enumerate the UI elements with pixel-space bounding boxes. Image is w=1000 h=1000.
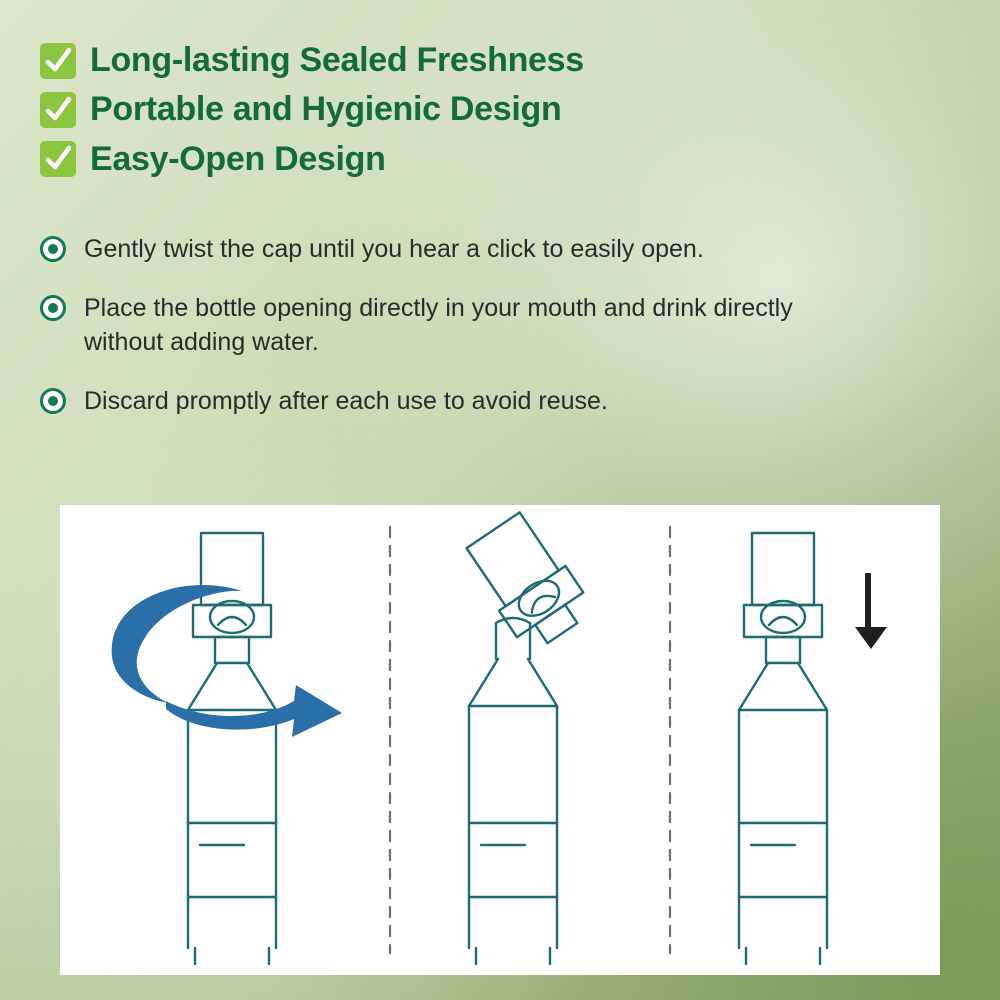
radio-dot-icon xyxy=(40,236,66,262)
press-down-step xyxy=(739,533,827,964)
feature-label: Long-lasting Sealed Freshness xyxy=(90,41,584,79)
instruction-item xyxy=(40,384,870,419)
illustration-svg xyxy=(60,505,940,975)
instruction-item xyxy=(40,232,870,267)
instruction-text: Gently twist the cap until you hear a click to easily open. xyxy=(84,235,704,263)
twist-cap-step xyxy=(188,533,276,964)
feature-label: Easy-Open Design xyxy=(90,139,386,178)
feature-item xyxy=(40,141,900,178)
instruction-text: Place the bottle opening directly in your mouth and drink directly without adding water. xyxy=(84,293,793,356)
instruction-item xyxy=(40,291,870,360)
remove-cap-step xyxy=(460,508,596,964)
radio-dot-icon xyxy=(40,295,66,321)
check-icon xyxy=(40,141,76,177)
instruction-text: Discard promptly after each use to avoid reuse. xyxy=(84,386,608,415)
instruction-list xyxy=(40,232,870,442)
radio-dot-icon xyxy=(40,388,66,414)
feature-item xyxy=(40,91,900,128)
curved-arrow-icon xyxy=(112,585,342,737)
feature-item xyxy=(40,42,900,79)
check-icon xyxy=(40,43,76,79)
illustration-panel xyxy=(60,505,940,975)
check-icon xyxy=(40,92,76,128)
down-arrow-icon xyxy=(855,573,887,649)
feature-label: Portable and Hygienic Design xyxy=(90,90,562,129)
feature-list xyxy=(40,42,900,190)
